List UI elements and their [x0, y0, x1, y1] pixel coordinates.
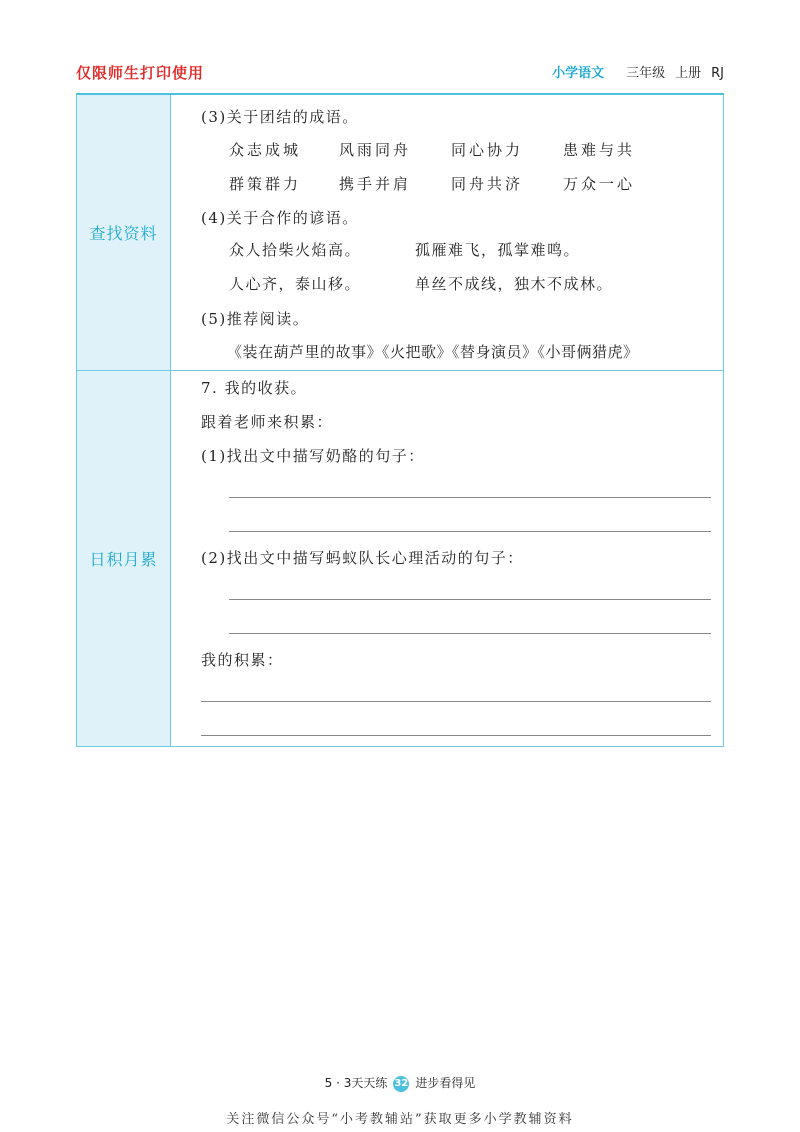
book-info — [552, 62, 724, 81]
research-row — [77, 95, 723, 371]
subject-label: 小学语文 — [552, 66, 605, 81]
edition-label: RJ — [711, 66, 724, 81]
volume-label: 上册 — [675, 66, 702, 81]
answer-line[interactable] — [229, 633, 711, 634]
page-number: 32 — [393, 1076, 409, 1092]
prompt-cheese: (1)找出文中描写奶酪的句子： — [201, 447, 425, 465]
worksheet-table — [76, 95, 724, 747]
series-name: 5 · 3天天练 — [324, 1076, 388, 1090]
research-label-cell — [77, 95, 171, 370]
proverb: 人心齐，泰山移。 — [229, 275, 362, 293]
answer-line[interactable] — [229, 599, 711, 600]
my-accumulation-label: 我的积累： — [201, 651, 284, 669]
idiom: 同舟共济 — [451, 175, 524, 193]
idiom: 患难与共 — [563, 141, 636, 159]
q7-title: 7. 我的收获。 — [201, 379, 308, 397]
accumulation-content — [171, 371, 723, 746]
q5-title: (5)推荐阅读。 — [201, 310, 310, 328]
accumulation-label-cell — [77, 371, 171, 746]
grade-label: 三年级 — [626, 66, 666, 81]
research-content — [171, 95, 723, 370]
proverb: 孤雁难飞，孤掌难鸣。 — [415, 241, 581, 259]
q4-title: (4)关于合作的谚语。 — [201, 209, 359, 227]
page-header — [76, 62, 724, 88]
accumulation-row — [77, 371, 723, 746]
answer-line[interactable] — [229, 531, 711, 532]
idiom: 风雨同舟 — [339, 141, 412, 159]
idiom: 携手并肩 — [339, 175, 412, 193]
idiom: 群策群力 — [229, 175, 302, 193]
proverb: 单丝不成线，独木不成林。 — [415, 275, 614, 293]
print-notice: 仅限师生打印使用 — [76, 64, 205, 82]
intro-text: 跟着老师来积累： — [201, 413, 334, 431]
q3-title: (3)关于团结的成语。 — [201, 108, 359, 126]
page-footer — [0, 1074, 800, 1092]
watermark-text: 关注微信公众号“小考教辅站”获取更多小学教辅资料 — [226, 1112, 574, 1127]
answer-line[interactable] — [229, 497, 711, 498]
idiom: 众志成城 — [229, 141, 302, 159]
prompt-ant-captain: (2)找出文中描写蚂蚁队长心理活动的句子： — [201, 549, 524, 567]
research-label: 查找资料 — [89, 224, 158, 243]
proverb: 众人拾柴火焰高。 — [229, 241, 362, 259]
accumulation-label: 日积月累 — [89, 550, 158, 569]
recommended-books: 《装在葫芦里的故事》《火把歌》《替身演员》《小哥俩猎虎》 — [227, 343, 639, 361]
slogan: 进步看得见 — [415, 1076, 476, 1090]
idiom: 同心协力 — [451, 141, 524, 159]
idiom: 万众一心 — [563, 175, 636, 193]
answer-line[interactable] — [201, 701, 711, 702]
answer-line[interactable] — [201, 735, 711, 736]
